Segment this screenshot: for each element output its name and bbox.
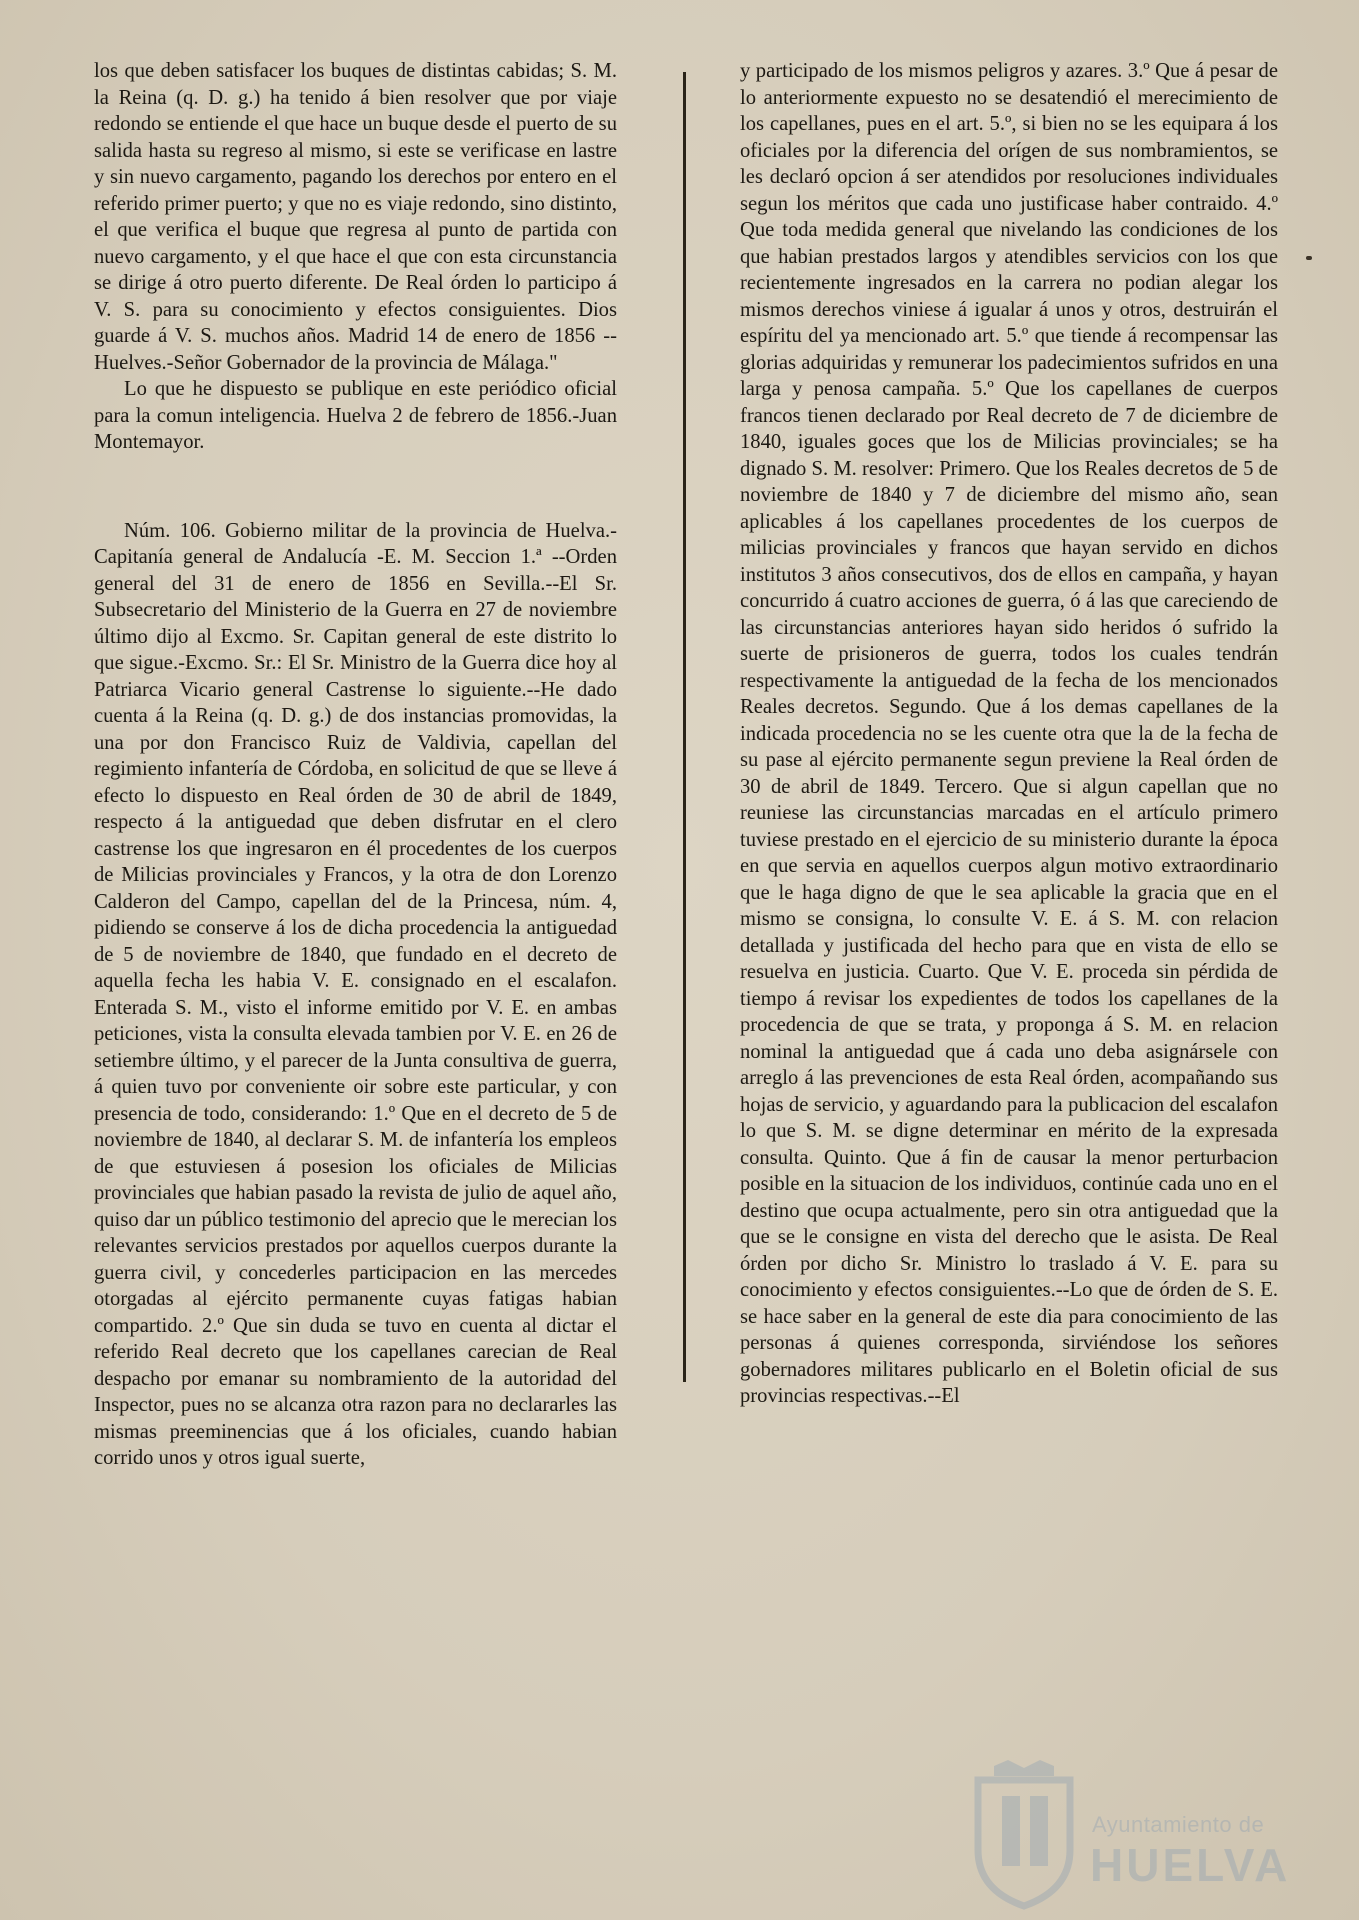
section-gap: [94, 456, 617, 518]
left-paragraph-3: Núm. 106. Gobierno militar de la provincia de Huelva.-Capitanía general de Andalucía -E. M. Seccion 1.ª --Orden general del 31 de enero de 1856 en Sevilla.--El Sr. Subsecretario del Ministerio de la Guerra en 27 de noviembre último dijo al Excmo. Sr. Capitan general de este distrito lo que sigue.-Excmo. Sr.: El Sr. Ministro de la Guerra dice hoy al Patriarca Vicario general Castrense lo siguiente.--He dado cuenta á la Reina (q. D. g.) de dos instancias promovidas, la una por don Francisco Ruiz de Valdivia, capellan del regimiento infantería de Córdoba, en solicitud de que se lleve á efecto lo dispuesto en Real órden de 30 de abril de 1849, respecto á la antiguedad que deben disfrutar en el clero castrense los que ingresaron en él procedentes de los cuerpos de Milicias provinciales y Francos, y la otra de don Lorenzo Calderon del Campo, capellan del de la Princesa, núm. 4, pidiendo se conserve á los de dicha procedencia la antiguedad de 5 de noviembre de 1840, que fundado en el decreto de aquella fecha les habia V. E. consignado en el escalafon. Enterada S. M., visto el informe emitido por V. E. en ambas peticiones, vista la consulta elevada tambien por V. E. en 26 de setiembre último, y el parecer de la Junta consultiva de guerra, á quien tuvo por conveniente oir sobre este particular, y con presencia de todo, considerando: 1.º Que en el decreto de 5 de noviembre de 1840, al declarar S. M. de infantería los empleos de que estuviesen á posesion los oficiales de Milicias provinciales que habian pasado la revista de julio de aquel año, quiso dar un público testimonio del aprecio que le merecian los relevantes servicios prestados por aquellos cuerpos durante la guerra civil, y concederles participacion en las mercedes otorgadas al ejército permanente cuyas fatigas habian compartido. 2.º Que sin duda se tuvo en cuenta al dictar el referido Real decreto que los capellanes carecian de Real despacho por emanar su nombramiento de la autoridad del Inspector, pues no se alcanza otra razon para no declararles las mismas preeminencias que á los oficiales, cuando habian corrido unos y otros igual suerte,: [94, 519, 617, 1469]
right-paragraph-1: y participado de los mismos peligros y azares. 3.º Que á pesar de lo anteriormente expuesto no se desatendió el merecimiento de los capellanes, pues en el art. 5.º, si bien no se les equipara á los oficiales por la diferencia del orígen de sus nombramientos, se les declaró opcion á ser atendidos por resoluciones individuales segun los méritos que cada uno justificase haber contraido. 4.º Que toda medida general que nivelando las condiciones de los que habian prestados largos y atendibles servicios con los que recientemente ingresados en la carrera no podian alegar los mismos derechos viniese á igualar á unos y otros, destruirán el espíritu del ya mencionado art. 5.º que tiende á recompensar las glorias adquiridas y remunerar los padecimientos sufridos en una larga y penosa campaña. 5.º Que los capellanes de cuerpos francos tienen declarado por Real decreto de 7 de diciembre de 1840, iguales goces que los de Milicias provinciales; se ha dignado S. M. resolver: Primero. Que los Reales decretos de 5 de noviembre de 1840 y 7 de diciembre del mismo año, sean aplicables á los capellanes procedentes de los cuerpos de milicias provinciales y francos que hayan servido en dichos institutos 3 años consecutivos, dos de ellos en campaña, y hayan concurrido á cuatro acciones de guerra, ó á las que careciendo de las circunstancias anteriores hayan sido heridos ó sufrido la suerte de prisioneros de guerra, todos los cuales tendrán respectivamente la antiguedad de la fecha de los mencionados Reales decretos. Segundo. Que á los demas capellanes de la indicada procedencia no se les cuente otra que la de la fecha de su pase al ejército permanente segun previene la Real órden de 30 de abril de 1849. Tercero. Que si algun capellan que no reuniese las circunstancias marcadas en el artículo primero tuviese prestado en el ejercicio de su ministerio durante la época en que servia en aquellos cuerpos algun motivo extraordinario que le haga digno de que le sea aplicable la gracia que en el mismo se consigna, lo consulte V. E. á S. M. con relacion detallada y justificada del hecho para que en vista de ello se resuelva en justicia. Cuarto. Que V. E. proceda sin pérdida de tiempo á revisar los expedientes de todos los capellanes de la procedencia de que se trata, y proponga á S. M. en relacion nominal la antiguedad que á cada uno deba asignársele con arreglo á las prevenciones de esta Real órden, acompañando sus hojas de servicio, y aguardando para la publicacion del escalafon lo que S. M. se digne determinar en mérito de la expresada consulta. Quinto. Que á fin de causar la menor perturbacion posible en la situacion de los individuos, continúe cada uno en el destino que ocupa actualmente, pero sin otra antiguedad que la que se le consigne en vista del derecho que le asista. De Real órden por dicho Sr. Ministro lo traslado á V. E. para su conocimiento y efectos consiguientes.--Lo que de órden de S. E. se hace saber en la general de este dia para conocimiento de las personas á quienes corresponda, sirviéndose los señores gobernadores militares publicarlo en el Boletin oficial de sus provincias respectivas.--El: [740, 60, 1278, 1407]
archive-watermark: [968, 1760, 1298, 1910]
column-divider: [683, 72, 686, 1382]
right-column: [740, 58, 1278, 1410]
watermark-line-2: HUELVA: [1090, 1839, 1291, 1891]
ink-speck: [1306, 256, 1312, 260]
left-column: [94, 58, 617, 1472]
left-paragraph-1: los que deben satisfacer los buques de distintas cabidas; S. M. la Reina (q. D. g.) ha tenido á bien resolver que por viaje redondo se entiende el que hace un buque desde el puerto de su salida hasta su regreso al mismo, si este se verificase en lastre y sin nuevo cargamento, pagando los derechos por entero en el referido primer puerto; y que no es viaje redondo, sino distinto, el que verifica el buque que regresa al punto de partida con nuevo cargamento, y el que hace el que con esta circunstancia se dirige á otro puerto diferente. De Real órden lo participo á V. S. para su conocimiento y efectos consiguientes. Dios guarde á V. S. muchos años. Madrid 14 de enero de 1856 -- Huelves.-Señor Gobernador de la provincia de Málaga.": [94, 60, 617, 374]
watermark-line-1: Ayuntamiento de: [1092, 1812, 1265, 1837]
left-paragraph-2: Lo que he dispuesto se publique en este periódico oficial para la comun inteligencia. Huelva 2 de febrero de 1856.-Juan Montemayor.: [94, 378, 617, 453]
city-crest-icon: [968, 1760, 1080, 1910]
